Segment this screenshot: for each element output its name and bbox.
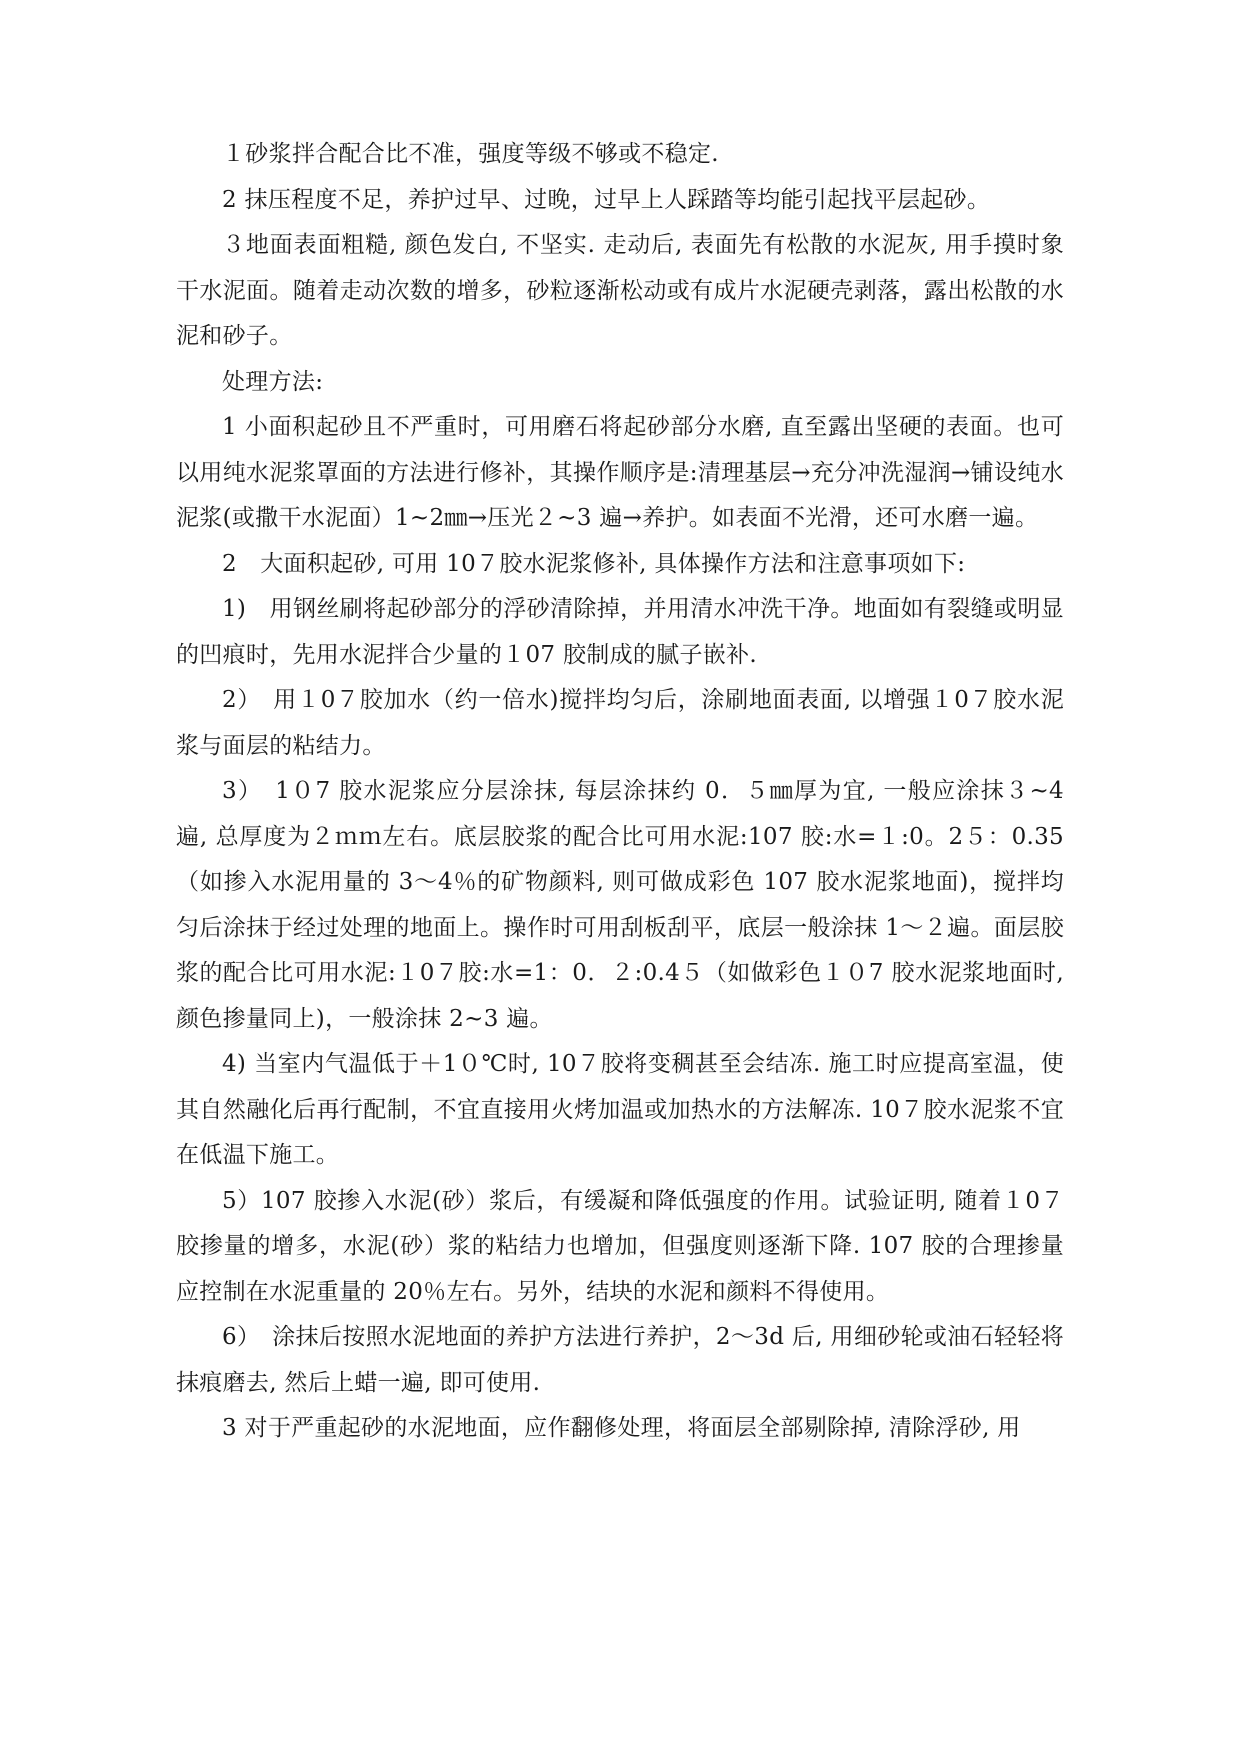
paragraph-cause-2: 2 抹压程度不足，养护过早、过晚，过早上人踩踏等均能引起找平层起砂。 — [222, 186, 991, 213]
document-page — [176, 132, 1064, 1452]
paragraph-step-3: 3） 1０7 胶水泥浆应分层涂抹, 每层涂抹约 0．５㎜厚为宜, 一般应涂抹３~4 遍, 总厚度为２ｍｍ左右。底层胶浆的配合比可用水泥:107 胶:水=１:0。2５：0.35（如掺入水泥用量的 3～4％的矿物颜料, 则可做成彩色 107 胶水泥浆地面)，搅拌均匀后涂抹于经过处理的地面上。操作时可用刮板刮平，底层一般涂抹 1～２遍。面层胶浆的配合比可用水泥:１0７胶:水=1：0．２:0.4５（如做彩色１０7 胶水泥浆地面时, 颜色掺量同上)，一般涂抹 2~3 遍。 — [176, 778, 1064, 1032]
paragraph-method-3: 3 对于严重起砂的水泥地面，应作翻修处理，将面层全部剔除掉, 清除浮砂, 用 — [222, 1415, 1021, 1441]
paragraph-step-4: 4) 当室内气温低于＋1０℃时, 10７胶将变稠甚至会结冻. 施工时应提高室温，使其自然融化后再行配制，不宜直接用火烤加温或加热水的方法解冻. 10７胶水泥浆不宜在低温下施工。 — [176, 1051, 1064, 1168]
paragraph-cause-1: １砂浆拌合配合比不准，强度等级不够或不稳定. — [222, 141, 719, 167]
paragraph-step-2: 2） 用１0７胶加水（约一倍水)搅拌均匀后，涂刷地面表面, 以增强１0７胶水泥浆与面层的粘结力。 — [176, 687, 1064, 759]
paragraph-step-6: 6） 涂抹后按照水泥地面的养护方法进行养护，2～3d 后, 用细砂轮或油石轻轻将抹痕磨去, 然后上蜡一遍, 即可使用. — [176, 1324, 1064, 1396]
paragraph-method-2: 2 大面积起砂, 可用 10７胶水泥浆修补, 具体操作方法和注意事项如下: — [222, 550, 966, 577]
paragraph-step-5: 5）107 胶掺入水泥(砂）浆后，有缓凝和降低强度的作用。试验证明, 随着１0７胶掺量的增多，水泥(砂）浆的粘结力也增加，但强度则逐渐下降. 107 胶的合理掺量应控制在水泥重量的 20％左右。另外，结块的水泥和颜料不得使用。 — [176, 1187, 1064, 1305]
paragraph-cause-3: ３地面表面粗糙, 颜色发白, 不坚实. 走动后, 表面先有松散的水泥灰, 用手摸时象干水泥面。随着走动次数的增多，砂粒逐渐松动或有成片水泥硬壳剥落，露出松散的水泥和砂子。 — [176, 232, 1064, 349]
paragraph-method-heading: 处理方法: — [222, 368, 324, 395]
paragraph-step-1: 1) 用钢丝刷将起砂部分的浮砂清除掉，并用清水冲洗干净。地面如有裂缝或明显的凹痕时，先用水泥拌合少量的１07 胶制成的腻子嵌补. — [176, 596, 1064, 668]
paragraph-method-1: 1 小面积起砂且不严重时，可用磨石将起砂部分水磨, 直至露出坚硬的表面。也可以用纯水泥浆罩面的方法进行修补，其操作顺序是:清理基层→充分冲洗湿润→铺设纯水泥浆(或撒干水泥面）1~2㎜→压光２~3 遍→养护。如表面不光滑，还可水磨一遍。 — [176, 414, 1064, 531]
